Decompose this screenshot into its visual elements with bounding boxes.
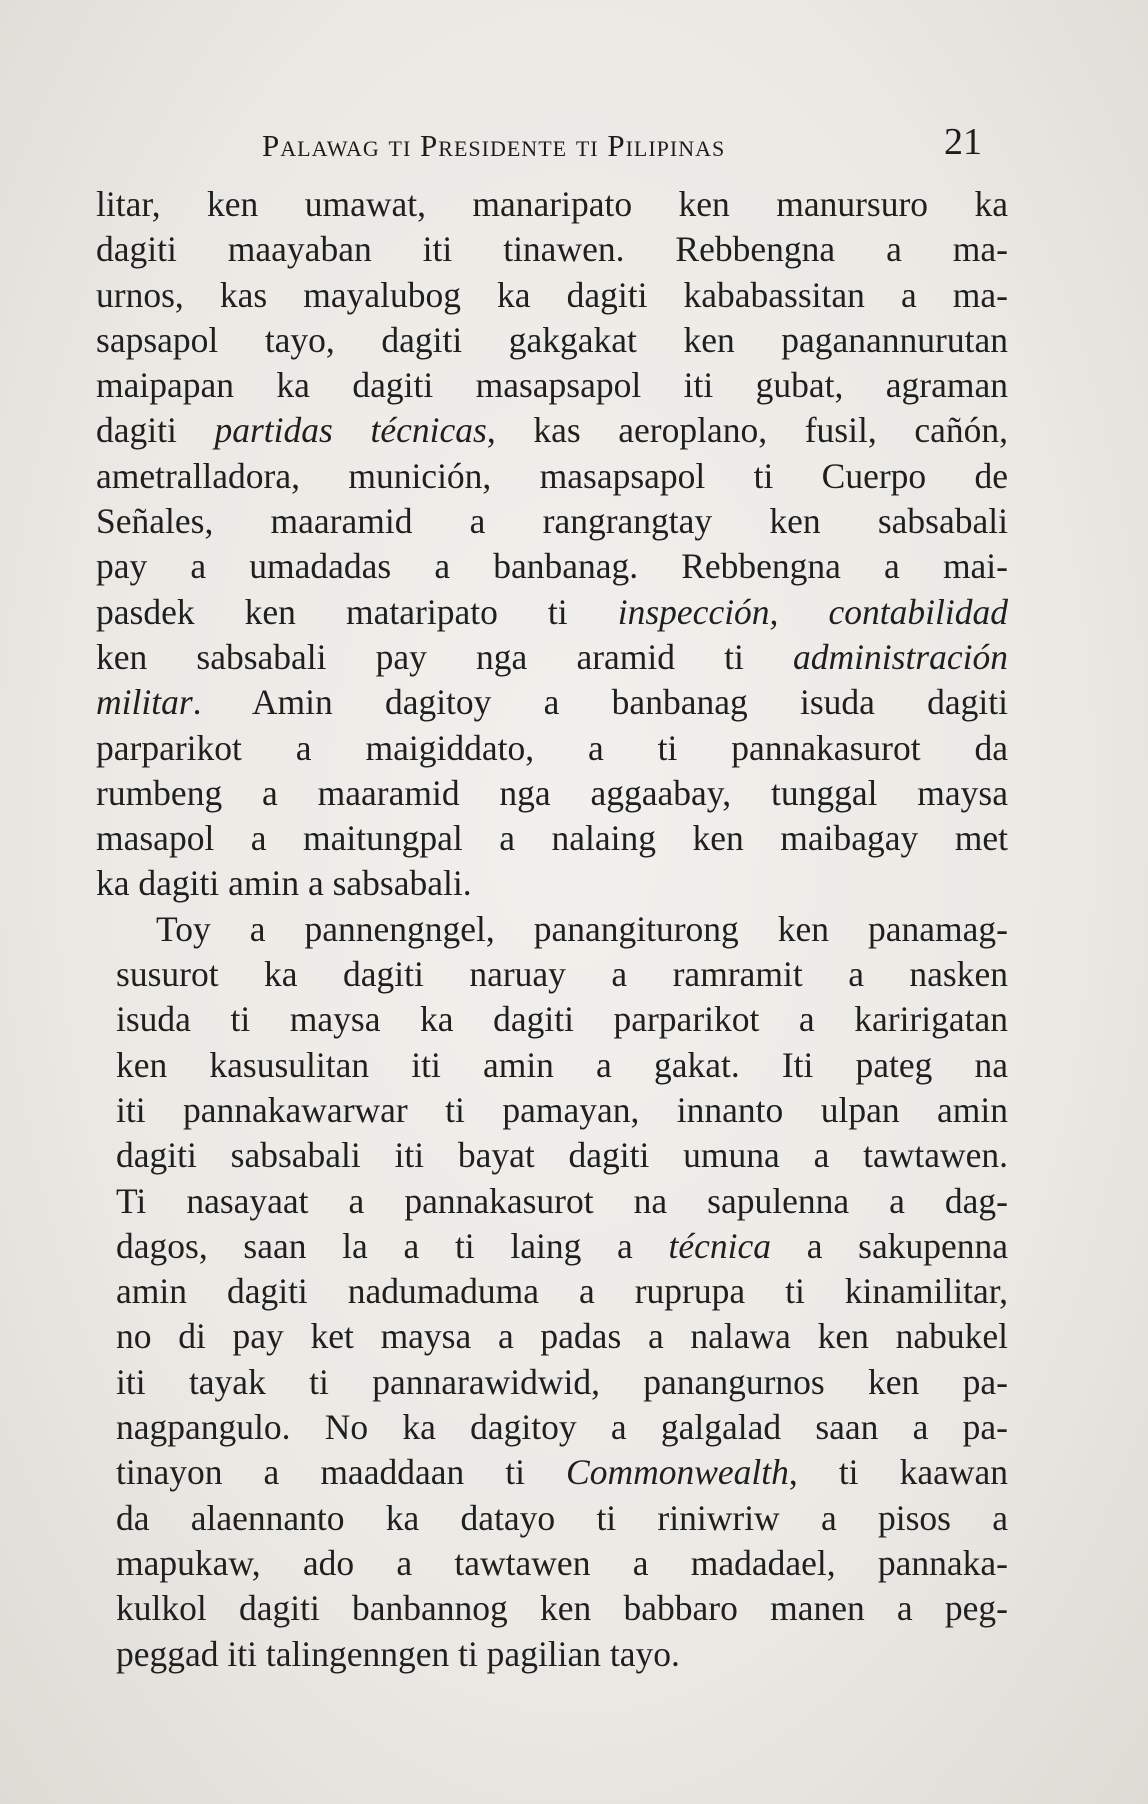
- text-line: isuda ti maysa ka dagiti parparikot a karirigatan: [116, 999, 1008, 1040]
- text-line: da alaennanto ka datayo ti riniwriw a pisos a: [116, 1497, 1008, 1538]
- text-line: pasdek ken mataripato ti inspección, contabilidad: [96, 591, 1008, 632]
- text-line: amin dagiti nadumaduma a ruprupa ti kinamilitar,: [116, 1271, 1008, 1312]
- text-line: iti tayak ti pannarawidwid, panangurnos ken pa-: [116, 1361, 1008, 1402]
- text-line: mapukaw, ado a tawtawen a madadael, pannaka-: [116, 1542, 1008, 1583]
- text-line: ka dagiti amin a sabsabali.: [96, 863, 472, 904]
- paragraph: [96, 907, 1008, 1677]
- text-line: parparikot a maigiddato, a ti pannakasurot da: [96, 727, 1008, 768]
- text-line: no di pay ket maysa a padas a nalawa ken nabukel: [116, 1316, 1008, 1357]
- page-number: 21: [944, 121, 982, 163]
- text-line: ken sabsabali pay nga aramid ti administración: [96, 636, 1008, 677]
- text-line: dagos, saan la a ti laing a técnica a sakupenna: [116, 1225, 1008, 1266]
- text-line: peggad iti talingenngen ti pagilian tayo.: [116, 1633, 680, 1674]
- text-line: dagiti maayaban iti tinawen. Rebbengna a ma-: [96, 229, 1008, 270]
- text-line: tinayon a maaddaan ti Commonwealth, ti kaawan: [116, 1452, 1008, 1493]
- text-line: Señales, maaramid a rangrangtay ken sabsabali: [96, 501, 1008, 542]
- text-line: sapsapol tayo, dagiti gakgakat ken paganannurutan: [96, 319, 1008, 360]
- text-line: Toy a pannengngel, panangiturong ken panamag-: [156, 908, 1008, 949]
- text-line: litar, ken umawat, manaripato ken manursuro ka: [96, 184, 1008, 224]
- text-line: rumbeng a maaramid nga aggaabay, tunggal maysa: [96, 772, 1008, 813]
- text-line: militar. Amin dagitoy a banbanag isuda dagiti: [96, 682, 1008, 723]
- text-line: Ti nasayaat a pannakasurot na sapulenna a dag-: [116, 1180, 1008, 1221]
- text-line: urnos, kas mayalubog ka dagiti kababassitan a ma-: [96, 274, 1008, 315]
- text-line: nagpangulo. No ka dagitoy a galgalad saan a pa-: [116, 1407, 1008, 1448]
- page-header: [262, 118, 982, 168]
- paragraph: [96, 182, 1008, 907]
- text-line: maipapan ka dagiti masapsapol iti gubat, agraman: [96, 365, 1008, 406]
- text-line: dagiti partidas técnicas, kas aeroplano, fusil, cañón,: [96, 410, 1008, 451]
- text-line: susurot ka dagiti naruay a ramramit a nasken: [116, 954, 1008, 995]
- text-line: dagiti sabsabali iti bayat dagiti umuna a tawtawen.: [116, 1135, 1008, 1176]
- text-line: pay a umadadas a banbanag. Rebbengna a mai-: [96, 546, 1008, 587]
- text-line: kulkol dagiti banbannog ken babbaro manen a peg-: [116, 1588, 1008, 1629]
- text-line: ken kasusulitan iti amin a gakat. Iti pateg na: [116, 1044, 1008, 1085]
- running-head: Palawag ti Presidente ti Pilipinas: [262, 128, 726, 163]
- text-line: masapol a maitungpal a nalaing ken maibagay met: [96, 818, 1008, 859]
- text-line: ametralladora, munición, masapsapol ti Cuerpo de: [96, 455, 1008, 496]
- body-text: [96, 182, 1008, 1677]
- text-line: iti pannakawarwar ti pamayan, innanto ulpan amin: [116, 1089, 1008, 1130]
